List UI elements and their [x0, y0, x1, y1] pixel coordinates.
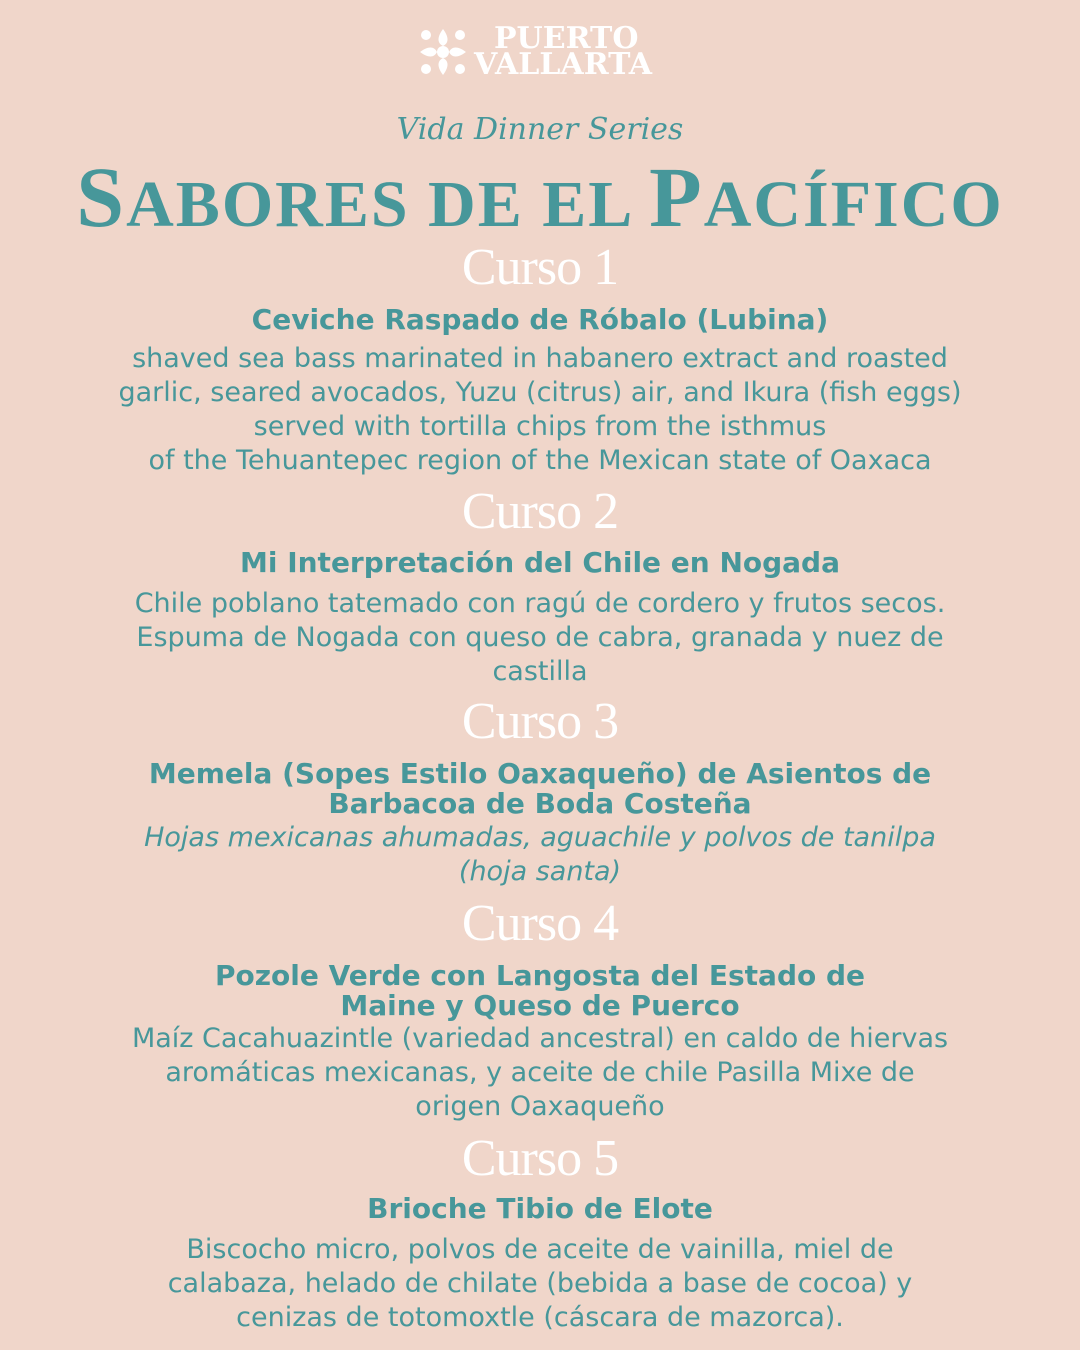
course-3-dish: [0, 759, 1080, 819]
dish-line: Memela (Sopes Estilo Oaxaqueño) de Asientos de: [148, 757, 932, 790]
course-4-heading: Curso 4: [461, 895, 619, 952]
desc-line: Maíz Cacahuazintle (variedad ancestral) en caldo de hiervas: [131, 1023, 949, 1054]
desc-line: cenizas de totomoxtle (cáscara de mazorca).: [236, 1302, 844, 1333]
desc-line: of the Tehuantepec region of the Mexican state of Oaxaca: [148, 445, 932, 476]
logo-wordmark: [474, 21, 653, 82]
dish-line: Brioche Tibio de Elote: [367, 1192, 713, 1225]
course-3-heading: Curso 3: [461, 693, 619, 750]
course-2-dish: [0, 548, 1080, 578]
dish-line: Maine y Queso de Puerco: [340, 989, 740, 1022]
desc-line: Chile poblano tatemado con ragú de cordero y frutos secos.: [134, 588, 946, 619]
logo: [416, 21, 666, 82]
title-initial-2: P: [649, 149, 704, 245]
desc-line: calabaza, helado de chilate (bebida a base de cocoa) y: [167, 1268, 913, 1299]
course-4-description: [0, 1022, 1080, 1124]
desc-line: aromáticas mexicanas, y aceite de chile Pasilla Mixe de: [165, 1057, 915, 1088]
desc-line: shaved sea bass marinated in habanero extract and roasted: [132, 343, 948, 374]
course-4-dish: [0, 961, 1080, 1021]
dish-line: Barbacoa de Boda Costeña: [328, 787, 752, 820]
desc-line: origen Oaxaqueño: [415, 1091, 665, 1122]
course-3-description: [0, 821, 1080, 889]
desc-line: (hoja santa): [458, 856, 622, 887]
dish-line: Pozole Verde con Langosta del Estado de: [214, 959, 865, 992]
desc-line: served with tortilla chips from the isthmus: [253, 411, 827, 442]
desc-line: Biscocho micro, polvos de aceite de vainilla, miel de: [186, 1234, 894, 1265]
course-5-dish: [0, 1194, 1080, 1224]
page-title: [0, 149, 1080, 250]
decorative-ornament-icon: [416, 25, 470, 79]
desc-line: Hojas mexicanas ahumadas, aguachile y polvos de tanilpa: [144, 822, 936, 853]
title-smallcaps-2: ACÍFICO: [703, 168, 1004, 241]
course-5-description: [0, 1233, 1080, 1335]
course-1-dish: [0, 305, 1080, 335]
logo-line-1: PUERTO: [494, 21, 639, 56]
course-1-description: [0, 342, 1080, 478]
dish-line: Mi Interpretación del Chile en Nogada: [240, 546, 840, 579]
desc-line: castilla: [492, 656, 588, 687]
desc-line: Espuma de Nogada con queso de cabra, granada y nuez de: [136, 622, 944, 653]
course-1-heading: Curso 1: [461, 239, 619, 296]
title-smallcaps-1: ABORES DE EL: [126, 168, 650, 241]
course-2-heading: Curso 2: [461, 483, 619, 540]
course-2-description: [0, 587, 1080, 689]
dish-line: Ceviche Raspado de Róbalo (Lubina): [251, 303, 829, 336]
title-initial-1: S: [76, 149, 127, 245]
desc-line: garlic, seared avocados, Yuzu (citrus) air, and Ikura (fish eggs): [118, 377, 962, 408]
course-5-heading: Curso 5: [461, 1130, 619, 1187]
series-subtitle: Vida Dinner Series: [396, 112, 684, 147]
logo-line-2: VALLARTA: [474, 47, 653, 82]
